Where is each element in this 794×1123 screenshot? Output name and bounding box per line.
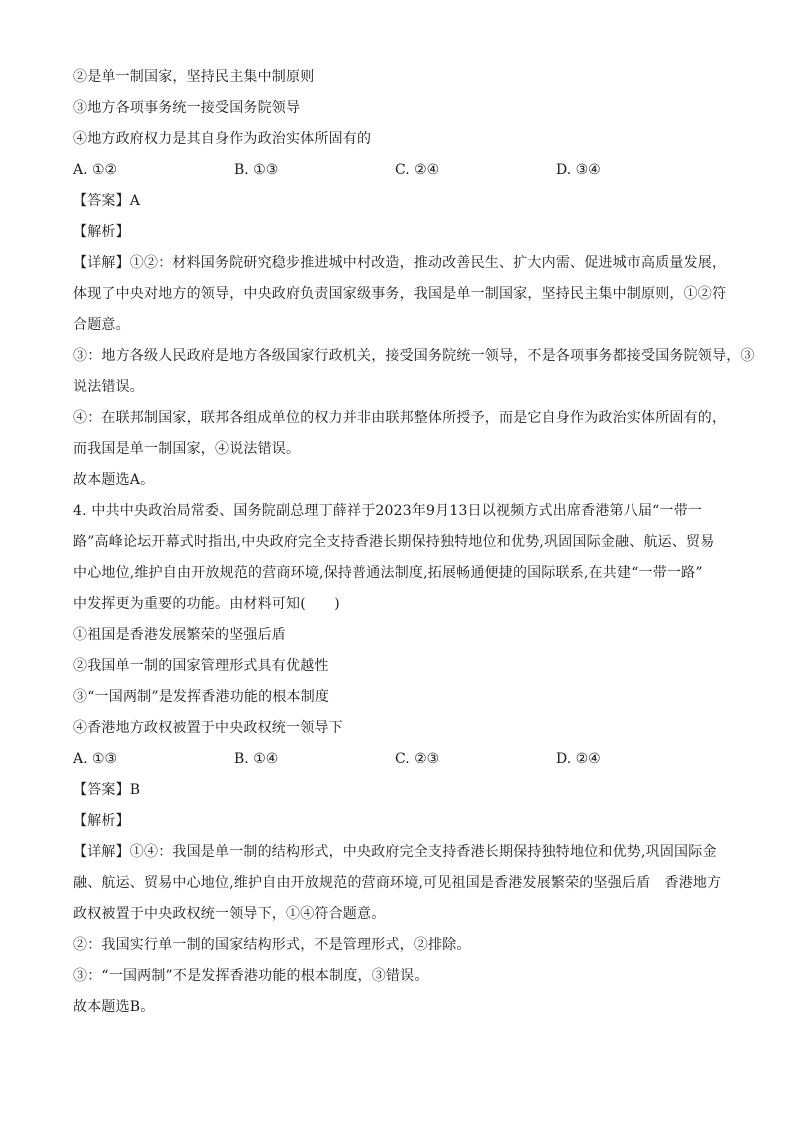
q3-option-d: D. ③④ — [556, 162, 601, 178]
q3-option-b: B. ①③ — [234, 162, 279, 178]
q3-statement-3: ③地方各项事务统一接受国务院领导 — [73, 100, 301, 116]
q4-statement-4: ④香港地方政权被置于中央政权统一领导下 — [73, 720, 343, 736]
q4-answer: 【答案】B — [73, 782, 141, 798]
q4-option-d: D. ②④ — [556, 751, 601, 767]
q3-detail-line: 而我国是单一制国家，④说法错误。 — [73, 441, 301, 457]
q3-statement-4: ④地方政府权力是其自身作为政治实体所固有的 — [73, 131, 372, 147]
q3-conclusion: 故本题选A。 — [73, 472, 155, 488]
q4-option-c: C. ②③ — [395, 751, 440, 767]
q3-answer: 【答案】A — [73, 193, 141, 209]
q3-option-a: A. ①② — [73, 162, 118, 178]
q3-option-c: C. ②④ — [395, 162, 440, 178]
q4-stem-line: 中心地位,维护自由开放规范的营商环境,保持普通法制度,拓展畅通便捷的国际联系,在共建“一带一路” — [73, 565, 703, 581]
q4-statement-1: ①祖国是香港发展繁荣的坚强后盾 — [73, 627, 286, 643]
q4-stem-line: 中发挥更为重要的功能。由材料可知( ) — [73, 596, 340, 612]
q3-detail-line: ③：地方各级人民政府是地方各级国家行政机关，接受国务院统一领导，不是各项事务都接受国务院领导，③ — [73, 348, 755, 364]
q4-statement-2: ②我国单一制的国家管理形式具有优越性 — [73, 658, 329, 674]
q3-detail-line: 体现了中央对地方的领导，中央政府负责国家级事务，我国是单一制国家，坚持民主集中制原则，①②符 — [73, 286, 727, 302]
q4-detail-line: 融、航运、贸易中心地位,维护自由开放规范的营商环境,可见祖国是香港发展繁荣的坚强后盾 香港地方 — [73, 875, 722, 891]
q4-options — [73, 744, 753, 775]
q4-statement-3: ③“一国两制”是发挥香港功能的根本制度 — [73, 689, 330, 705]
document-page — [73, 62, 753, 1023]
q3-detail-line: ④：在联邦制国家，联邦各组成单位的权力并非由联邦整体所授予，而是它自身作为政治实体所固有的， — [73, 410, 727, 426]
q4-option-b: B. ①④ — [234, 751, 279, 767]
q3-options — [73, 155, 753, 186]
q4-stem-line: 4. 中共中央政治局常委、国务院副总理丁薛祥于2023年9月13日以视频方式出席香港第八届“一带一 — [73, 503, 703, 519]
q3-statement-2: ②是单一制国家，坚持民主集中制原则 — [73, 69, 315, 85]
q3-detail-line: 【详解】①②：材料国务院研究稳步推进城中村改造，推动改善民生、扩大内需、促进城市高质量发展， — [73, 255, 727, 271]
q4-conclusion: 故本题选B。 — [73, 999, 155, 1015]
q4-detail-line: ③：“一国两制”不是发挥香港功能的根本制度，③错误。 — [73, 968, 429, 984]
q4-analysis-label: 【解析】 — [73, 813, 130, 829]
q3-detail-line: 合题意。 — [73, 317, 130, 333]
q3-analysis-label: 【解析】 — [73, 224, 130, 240]
q4-detail-line: ②：我国实行单一制的国家结构形式，不是管理形式，②排除。 — [73, 937, 471, 953]
q4-stem-line: 路”高峰论坛开幕式时指出,中央政府完全支持香港长期保持独特地位和优势,巩固国际金融、航运、贸易 — [73, 534, 715, 550]
q3-detail-line: 说法错误。 — [73, 379, 144, 395]
q4-detail-line: 【详解】①④：我国是单一制的结构形式，中央政府完全支持香港长期保持独特地位和优势,巩固国际金 — [73, 844, 717, 860]
q4-detail-line: 政权被置于中央政权统一领导下，①④符合题意。 — [73, 906, 386, 922]
q4-option-a: A. ①③ — [73, 751, 118, 767]
